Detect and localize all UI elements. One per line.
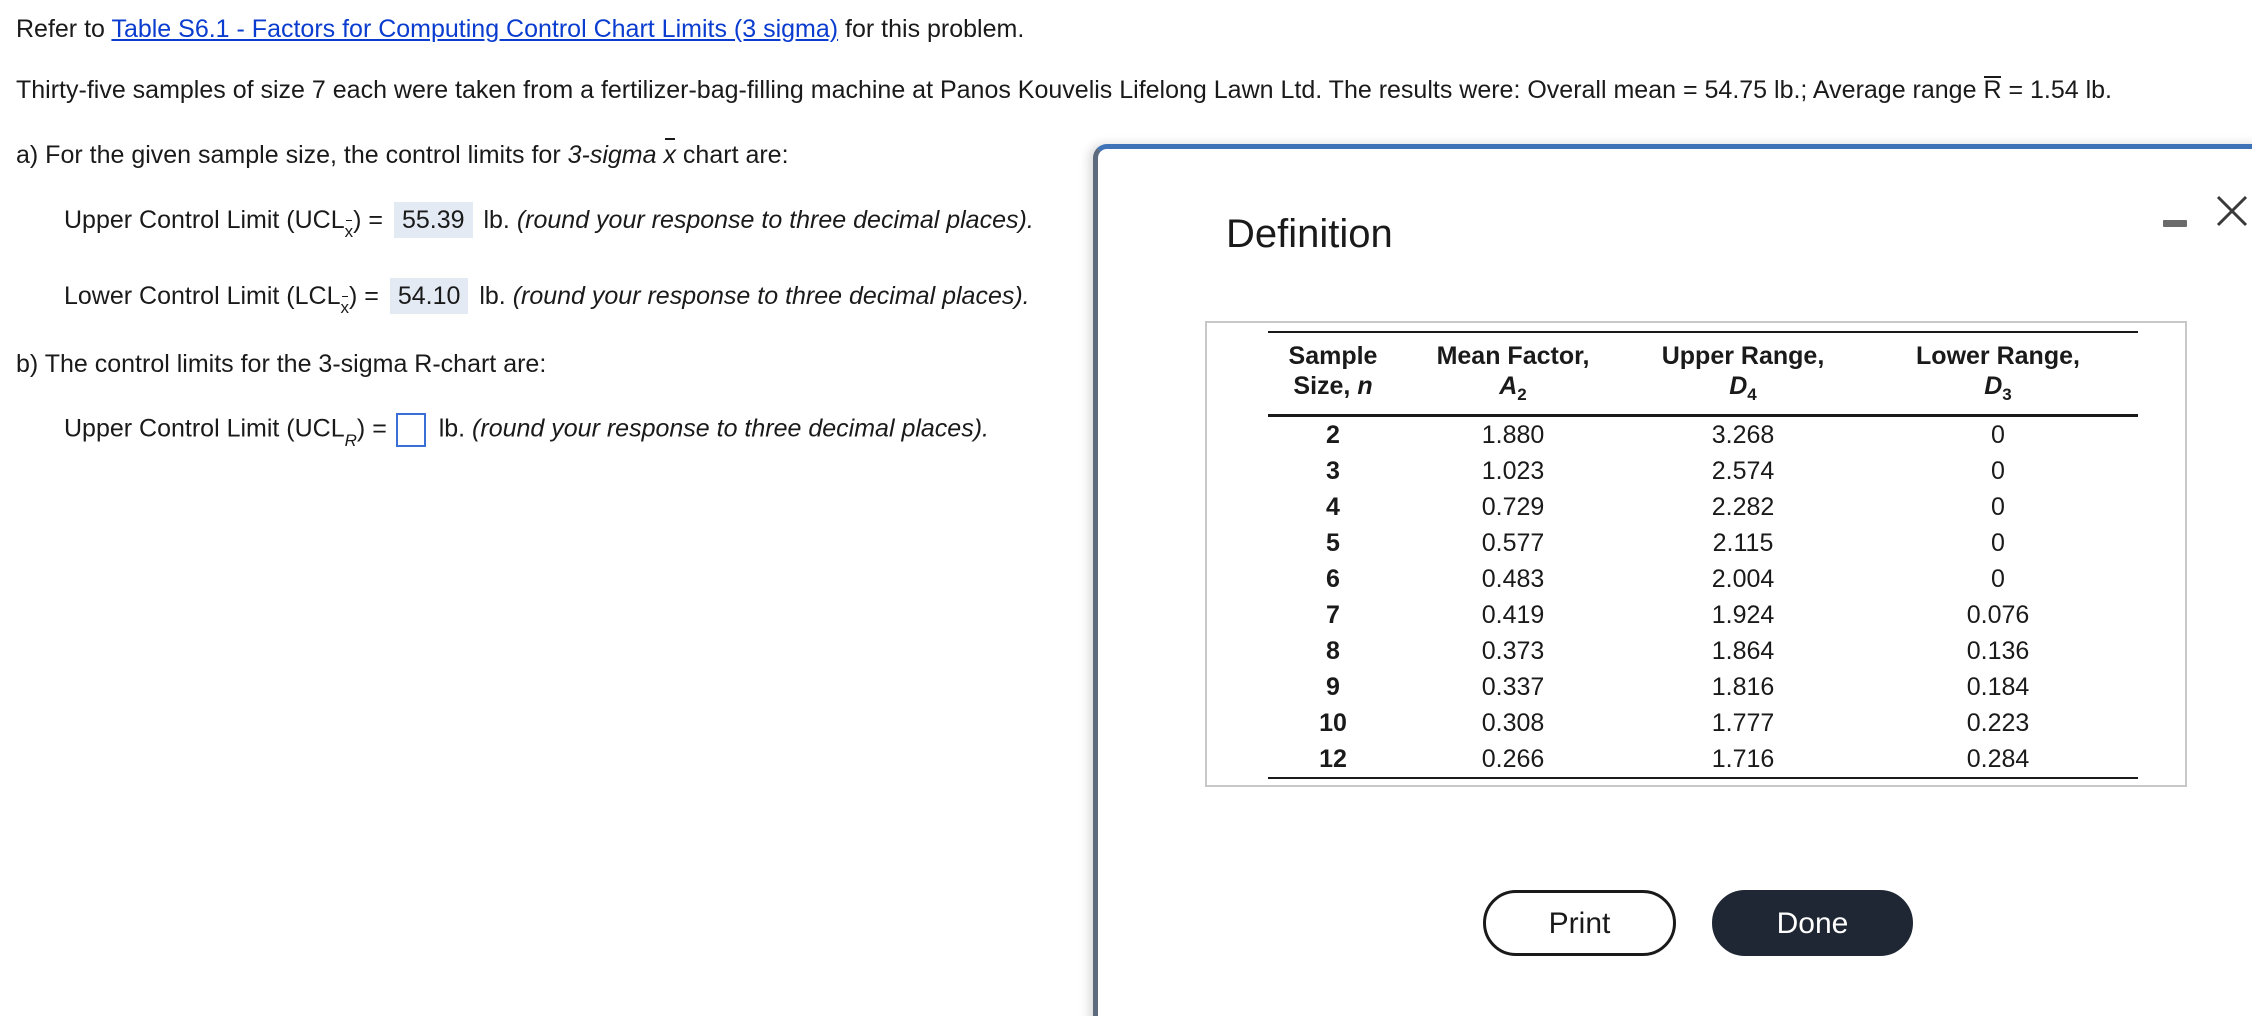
ucl-r-round-note: (round your response to three decimal places). — [472, 414, 989, 443]
refer-suffix: for this problem. — [838, 15, 1025, 43]
cell-d3: 0.136 — [1966, 636, 2030, 665]
table-row — [1268, 416, 2138, 454]
cell-n: 7 — [1326, 600, 1340, 629]
cell-d3: 0.284 — [1858, 741, 2138, 778]
cell-a2: 0.266 — [1398, 741, 1628, 778]
ucl-x-unit: lb. — [476, 206, 517, 234]
ucl-x-subscript: x — [345, 217, 354, 247]
ucl-x-equals: ) = — [353, 206, 384, 234]
cell-n: 5 — [1326, 528, 1340, 557]
table-row — [1268, 741, 2138, 778]
factors-table-frame — [1205, 321, 2187, 787]
problem-statement — [16, 75, 2112, 105]
cell-a2: 0.337 — [1481, 672, 1545, 701]
part-a-heading — [16, 140, 789, 170]
cell-n: 4 — [1326, 492, 1340, 521]
ucl-r-row — [64, 413, 989, 453]
cell-a2: 0.729 — [1481, 492, 1545, 521]
cell-a2: 0.373 — [1481, 636, 1545, 665]
minimize-icon[interactable] — [2160, 207, 2190, 237]
cell-a2: 1.880 — [1481, 420, 1545, 449]
header-sample-size: Sample Size, n — [1268, 332, 1398, 416]
ucl-x-row — [64, 202, 1034, 244]
print-button[interactable]: Print — [1483, 890, 1676, 956]
part-a-suffix: chart are: — [675, 141, 789, 169]
cell-d3: 0 — [1991, 528, 2005, 557]
cell-a2: 0.419 — [1481, 600, 1545, 629]
lcl-x-unit: lb. — [472, 282, 513, 310]
ucl-x-label: Upper Control Limit (UCL — [64, 206, 345, 234]
cell-d4: 2.282 — [1711, 492, 1775, 521]
cell-n: 2 — [1326, 420, 1340, 449]
cell-d4: 1.816 — [1711, 672, 1775, 701]
lcl-x-round-note: (round your response to three decimal places). — [512, 282, 1030, 310]
cell-d4: 1.924 — [1711, 600, 1775, 629]
definition-modal — [1093, 144, 2252, 1016]
table-row — [1268, 597, 2138, 633]
table-row — [1268, 561, 2138, 597]
ucl-r-label: Upper Control Limit (UCL — [64, 414, 345, 443]
intro-text: Thirty-five samples of size 7 each were taken from a fertilizer-bag-filling machine at Panos Kouvelis Lifelong Lawn Ltd. The results were: Overall mean = 54.75 lb.; Average range — [16, 76, 1984, 104]
cell-d4: 2.115 — [1712, 528, 1774, 557]
factors-table — [1268, 331, 2138, 779]
cell-n: 3 — [1326, 456, 1340, 485]
cell-n: 10 — [1319, 708, 1347, 737]
lcl-x-subscript: x — [341, 293, 350, 323]
ucl-r-subscript: R — [344, 430, 357, 450]
cell-d3: 0 — [1991, 492, 2005, 521]
x-bar-symbol: x — [663, 141, 676, 169]
ucl-r-equals: ) = — [356, 414, 387, 443]
ucl-r-input[interactable] — [396, 413, 426, 447]
table-row — [1268, 453, 2138, 489]
table-row — [1268, 489, 2138, 525]
cell-a2: 0.308 — [1481, 708, 1545, 737]
cell-d3: 0.076 — [1966, 600, 2030, 629]
modal-title: Definition — [1226, 212, 1393, 256]
cell-d3: 0 — [1991, 564, 2005, 593]
part-a-prefix: a) For the given sample size, the control limits for — [16, 141, 568, 169]
intro-end: = 1.54 lb. — [2001, 76, 2112, 104]
cell-n: 12 — [1268, 741, 1398, 778]
part-a-italic: 3-sigma — [567, 141, 657, 169]
cell-d4: 1.777 — [1711, 708, 1775, 737]
table-header-row — [1268, 332, 2138, 416]
table-link[interactable]: Table S6.1 - Factors for Computing Control Chart Limits (3 sigma) — [111, 15, 839, 43]
table-row — [1268, 633, 2138, 669]
header-upper-range: Upper Range, $D_4$ — [1628, 332, 1858, 416]
table-row — [1268, 705, 2138, 741]
table-row — [1268, 525, 2138, 561]
cell-d4: 1.716 — [1628, 741, 1858, 778]
cell-d3: 0 — [1991, 456, 2005, 485]
cell-a2: 0.483 — [1481, 564, 1545, 593]
cell-n: 9 — [1326, 672, 1340, 701]
table-row — [1268, 669, 2138, 705]
cell-d4: 3.268 — [1711, 420, 1775, 449]
refer-line — [16, 14, 1024, 44]
cell-d4: 1.864 — [1711, 636, 1775, 665]
close-icon[interactable] — [2214, 193, 2250, 229]
done-button[interactable]: Done — [1712, 890, 1913, 956]
ucl-r-unit: lb. — [431, 414, 473, 443]
cell-d4: 2.004 — [1711, 564, 1775, 593]
average-range-symbol: R — [1983, 76, 2002, 104]
lcl-x-label: Lower Control Limit (LCL — [64, 282, 341, 310]
cell-d4: 2.574 — [1711, 456, 1775, 485]
lcl-x-row — [64, 278, 1030, 320]
cell-a2: 0.577 — [1481, 528, 1545, 557]
lcl-x-equals: ) = — [349, 282, 379, 310]
header-mean-factor: Mean Factor, $A_2$ — [1398, 332, 1628, 416]
ucl-x-answer[interactable]: 55.39 — [394, 202, 473, 238]
cell-n: 8 — [1326, 636, 1340, 665]
header-lower-range: Lower Range, $D_3$ — [1858, 332, 2138, 416]
cell-d3: 0 — [1991, 420, 2005, 449]
cell-d3: 0.223 — [1966, 708, 2030, 737]
part-b-heading: b) The control limits for the 3-sigma R-chart are: — [16, 350, 547, 378]
refer-prefix: Refer to — [16, 15, 112, 43]
cell-d3: 0.184 — [1966, 672, 2030, 701]
ucl-x-round-note: (round your response to three decimal places). — [516, 206, 1034, 234]
cell-n: 6 — [1326, 564, 1340, 593]
cell-a2: 1.023 — [1481, 456, 1545, 485]
lcl-x-answer[interactable]: 54.10 — [390, 278, 469, 314]
